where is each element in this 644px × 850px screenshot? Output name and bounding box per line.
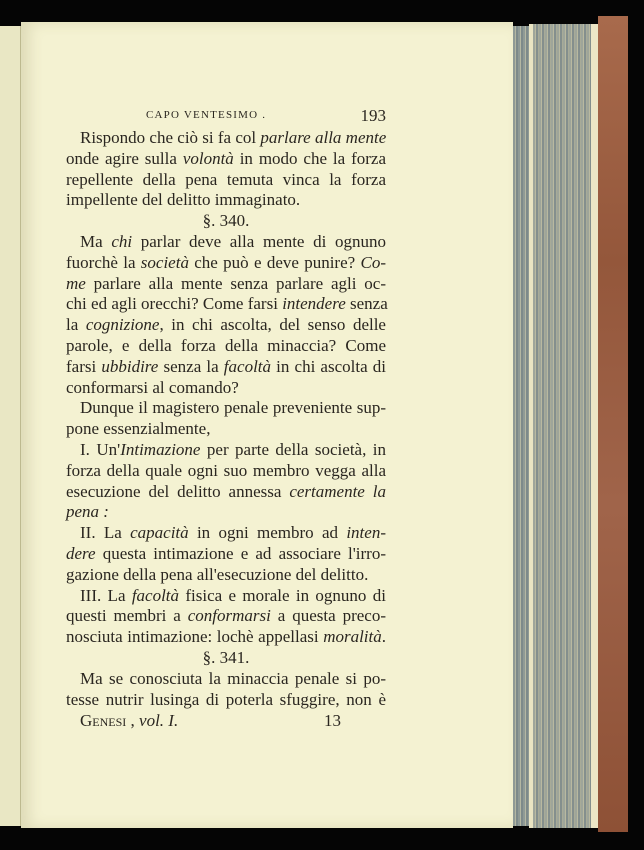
text-segment: Ma se conosciuta la minaccia penale si po-	[80, 668, 386, 688]
text-line	[66, 378, 386, 399]
body-text	[66, 128, 386, 710]
text-line	[66, 482, 386, 503]
text-segment: tesse nutrir lusinga di poterla sfuggire, non è	[66, 689, 386, 709]
text-segment: senza	[345, 294, 388, 314]
italic-text: intendere	[282, 294, 346, 314]
italic-text: dere	[66, 543, 96, 563]
text-segment: questa intimazione e ad associare l'irro-	[95, 543, 386, 563]
text-line	[66, 398, 386, 419]
text-line	[66, 190, 386, 211]
italic-text: chi	[111, 231, 133, 251]
italic-text: me	[66, 273, 86, 293]
text-segment: fisica e morale in ognuno di	[179, 585, 386, 605]
text-segment: questi membri a	[66, 606, 188, 626]
text-line	[66, 627, 386, 648]
text-segment: impellente del delitto immaginato.	[66, 190, 301, 210]
text-segment: in chi ascolta di	[271, 356, 386, 376]
text-segment: la	[66, 315, 86, 335]
text-line	[66, 419, 386, 440]
italic-text: Intimazione	[120, 439, 201, 459]
signature-mark	[80, 711, 178, 731]
text-segment: esecuzione del delitto annessa	[66, 481, 290, 501]
running-header	[66, 106, 386, 128]
text-segment: farsi	[66, 356, 102, 376]
text-segment: che può e deve punire?	[188, 252, 361, 272]
page-block-divider	[591, 24, 598, 828]
italic-text: conformarsi	[187, 606, 271, 626]
italic-text: certamente la	[289, 481, 386, 501]
text-line	[66, 606, 386, 627]
italic-text: capacità	[130, 523, 189, 543]
text-line	[66, 502, 386, 523]
text-segment: II. La	[80, 523, 131, 543]
text-segment: Dunque il magistero penale preveniente sup-	[80, 398, 386, 418]
text-segment: Rispondo che ciò si fa col	[80, 128, 261, 147]
page-number: 193	[360, 106, 386, 125]
section-heading	[66, 648, 386, 669]
page-text	[66, 106, 386, 733]
text-line	[66, 149, 386, 170]
italic-text: parlare alla mente	[260, 128, 387, 147]
italic-text: ubbidire	[101, 356, 159, 376]
text-line	[66, 315, 386, 336]
text-line	[66, 461, 386, 482]
text-line	[66, 232, 386, 253]
facing-page-edge	[0, 26, 21, 826]
signature-separator: ,	[126, 711, 140, 731]
text-segment: per parte della società, in	[200, 439, 386, 459]
page-block-edge-fore	[533, 24, 591, 828]
text-line	[66, 586, 386, 607]
signature-volume: vol. I.	[139, 711, 179, 731]
text-segment: §. 341.	[202, 647, 250, 667]
text-line	[66, 336, 386, 357]
page-block-edge	[513, 26, 529, 826]
text-line	[66, 274, 386, 295]
italic-text: moralità	[323, 627, 382, 647]
text-segment: chi ed agli orecchi? Come farsi	[66, 294, 283, 314]
text-segment: onde agire sulla	[66, 148, 183, 168]
text-line	[66, 565, 386, 586]
italic-text: cognizione	[85, 315, 160, 335]
italic-text: facoltà	[223, 356, 272, 376]
text-segment: repellente della pena temuta vinca la forza	[66, 169, 386, 189]
text-line	[66, 170, 386, 191]
text-line	[66, 544, 386, 565]
signature-line	[66, 711, 386, 733]
running-title: CAPO VENTESIMO .	[146, 109, 267, 121]
text-segment: senza la	[158, 356, 224, 376]
text-segment: parole, e della forza della minaccia? Come	[66, 335, 386, 355]
text-segment: §. 340.	[202, 211, 250, 231]
text-line	[66, 357, 386, 378]
italic-text: volontà	[182, 148, 234, 168]
text-segment: in ogni membro ad	[188, 523, 347, 543]
text-segment: parlare alla mente senza parlare agli oc-	[85, 273, 386, 293]
text-segment: Ma	[80, 231, 112, 251]
text-line	[66, 690, 386, 711]
text-segment: , in chi ascolta, del senso delle	[159, 315, 386, 335]
text-segment: gazione della pena all'esecuzione del delitto.	[66, 564, 369, 584]
text-segment: pone essenzialmente,	[66, 419, 211, 439]
signature-author: Genesi	[80, 711, 127, 731]
italic-text: Co-	[360, 252, 386, 272]
text-segment: fuorchè la	[66, 252, 141, 272]
section-heading	[66, 211, 386, 232]
text-line	[66, 253, 386, 274]
text-line	[66, 523, 386, 544]
text-segment: nosciuta intimazione: lochè appellasi	[66, 627, 324, 647]
text-segment: forza della quale ogni suo membro vegga alla	[66, 460, 386, 480]
text-segment: I. Un'	[80, 439, 121, 459]
text-segment: a questa preco-	[270, 606, 387, 626]
text-segment: parlar deve alla mente di ognuno	[132, 231, 386, 251]
text-line	[66, 440, 386, 461]
gathering-number: 13	[324, 711, 341, 731]
text-segment: III. La	[80, 585, 132, 605]
leather-cover	[598, 16, 628, 832]
text-line	[66, 128, 386, 149]
italic-text: inten-	[346, 523, 386, 543]
italic-text: facoltà	[131, 585, 180, 605]
text-line	[66, 294, 386, 315]
text-segment: in modo che la forza	[233, 148, 386, 168]
text-segment: .	[381, 627, 386, 647]
italic-text: pena :	[66, 502, 109, 522]
text-segment: conformarsi al comando?	[66, 377, 239, 397]
italic-text: società	[140, 252, 189, 272]
text-line	[66, 669, 386, 690]
